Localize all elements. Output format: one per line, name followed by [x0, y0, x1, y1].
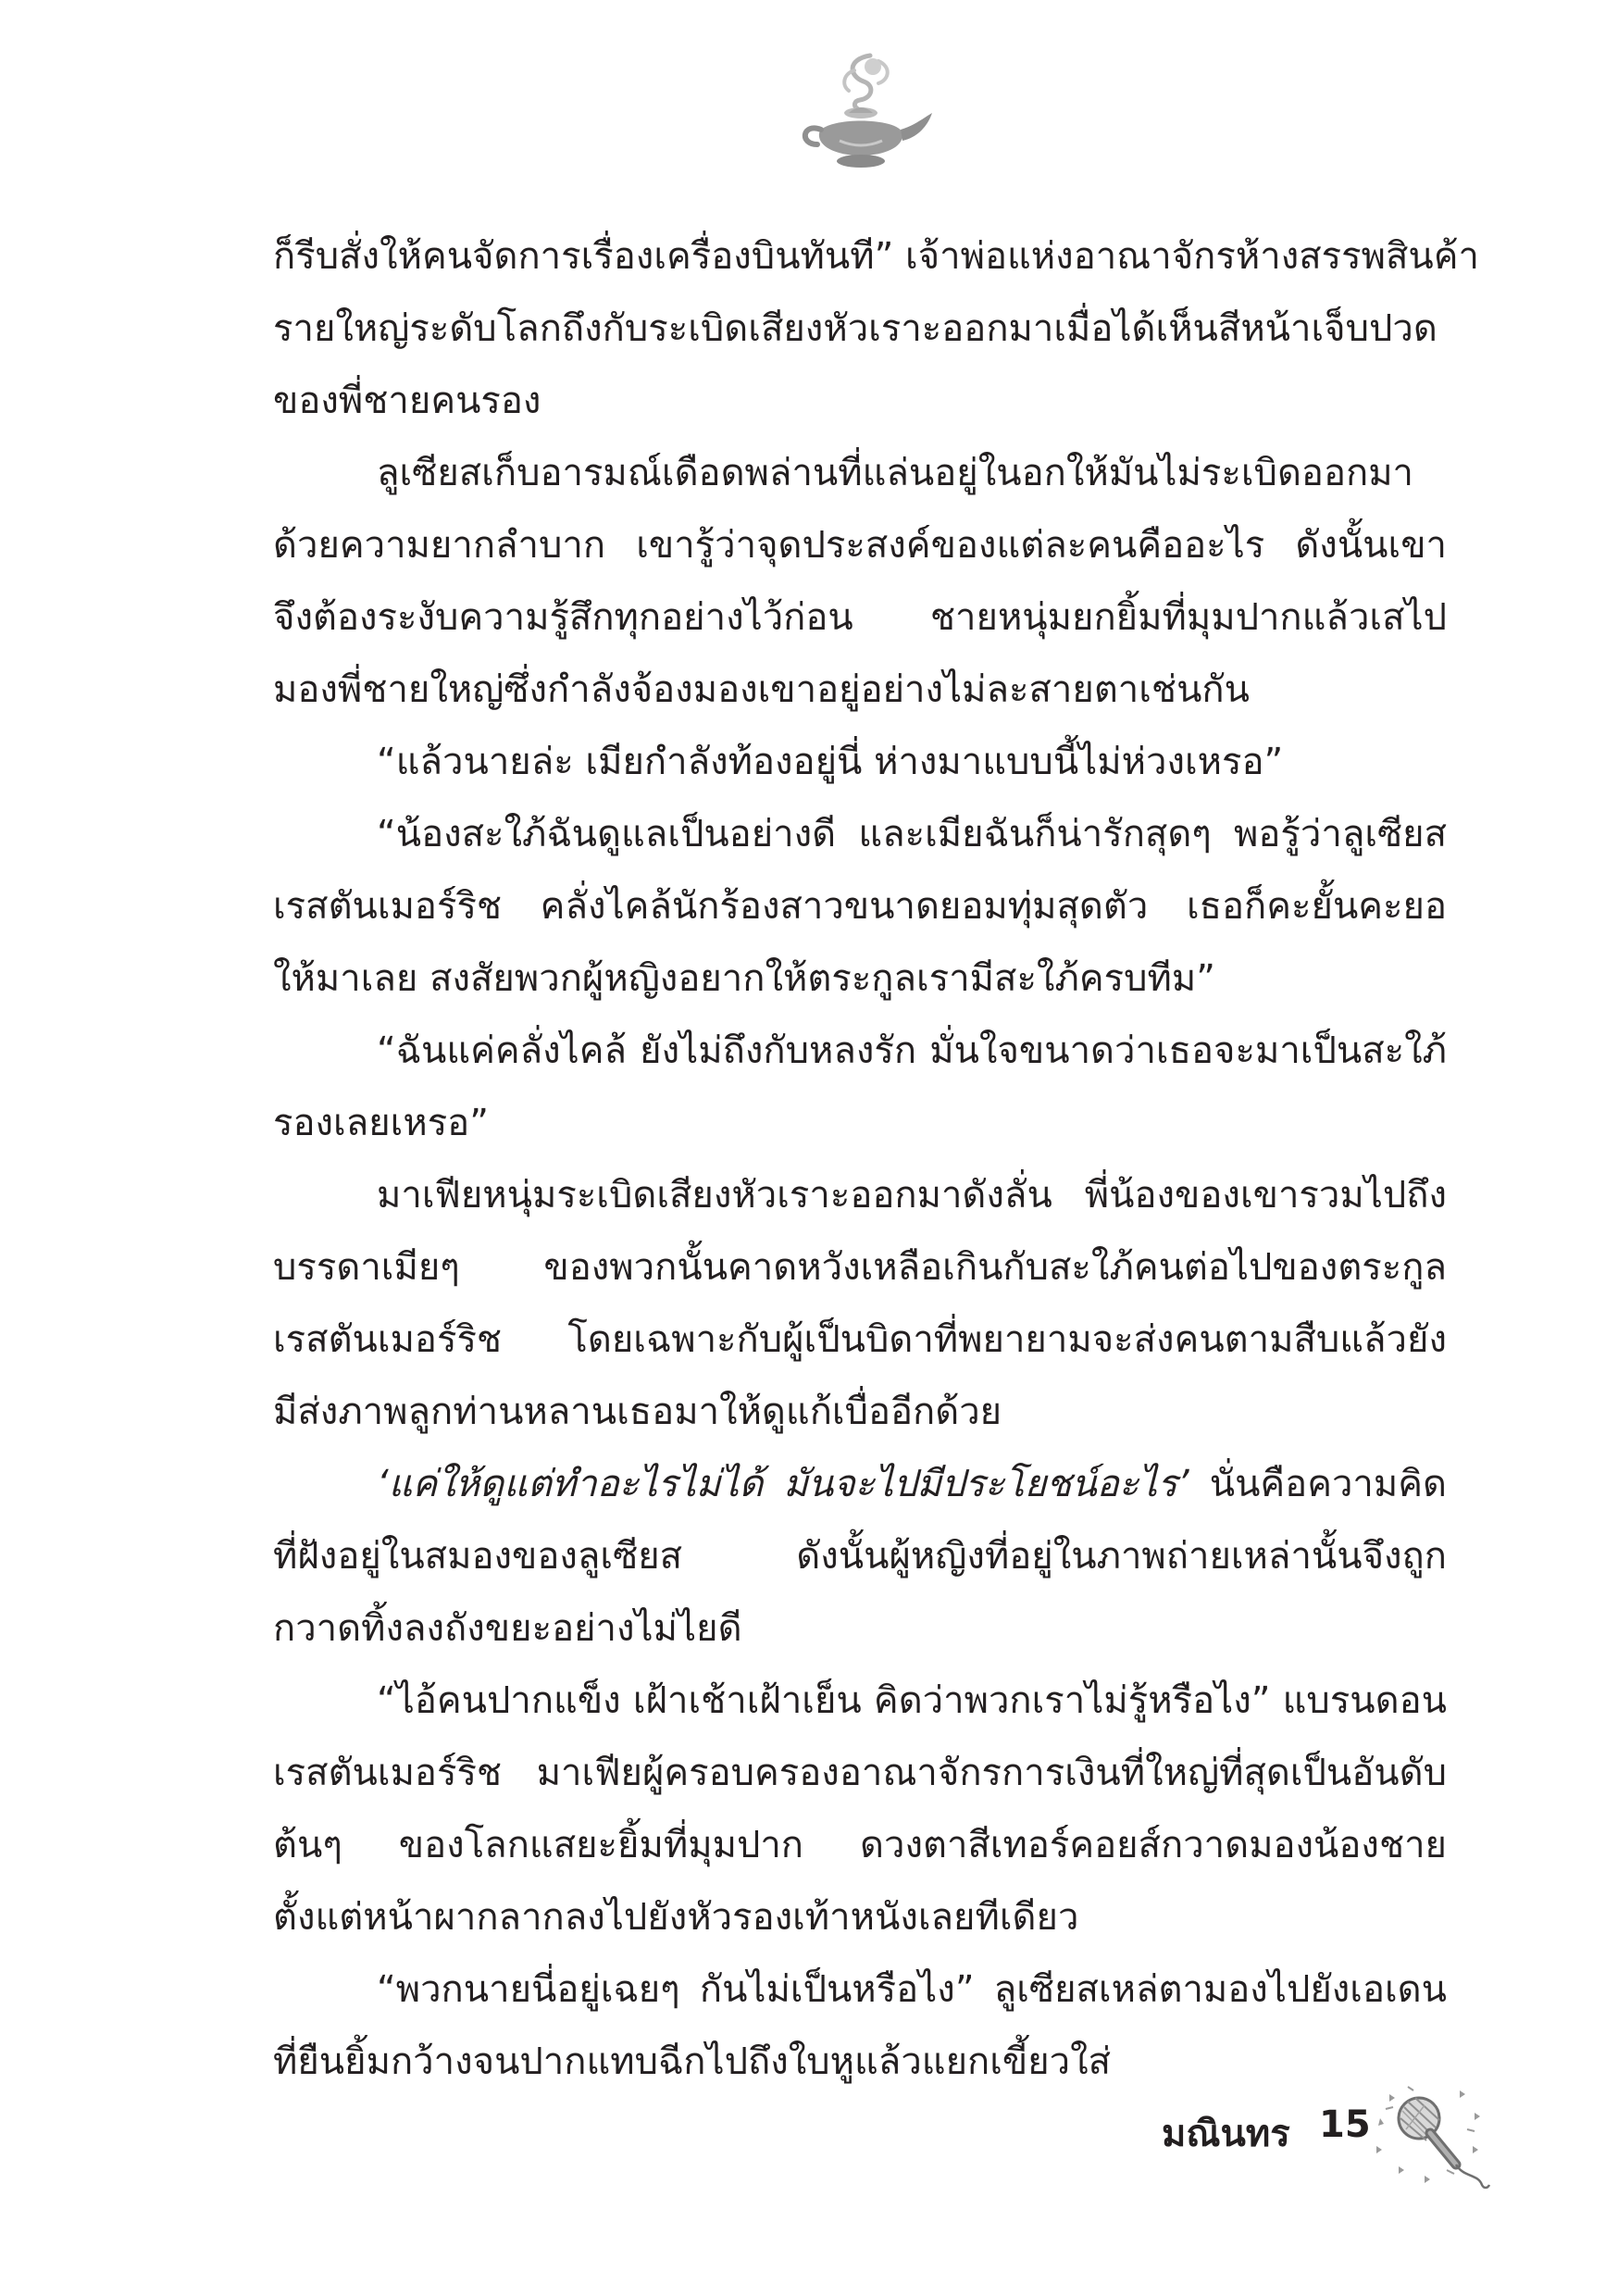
- text-line: เรสตันเมอร์ริช โดยเฉพาะกับผู้เป็นบิดาที่พยายามจะส่งคนตามสืบแล้วยัง: [273, 1318, 1447, 1361]
- text-line: “ไอ้คนปากแข็ง เฝ้าเช้าเฝ้าเย็น คิดว่าพวกเราไม่รู้หรือไง” แบรนดอน: [377, 1679, 1447, 1722]
- text-line: มีส่งภาพลูกท่านหลานเธอมาให้ดูแก้เบื่ออีกด้วย: [273, 1391, 1002, 1433]
- text-line: [273, 1448, 1447, 1520]
- body-text: [273, 220, 1479, 2098]
- text-line: ด้วยความยากลำบาก เขารู้ว่าจุดประสงค์ของแต่ละคนคืออะไร ดังนั้นเขา: [273, 524, 1447, 567]
- text-line-rest: นั่นคือความคิด: [1189, 1463, 1447, 1505]
- text-line: “พวกนายนี่อยู่เฉยๆ กันไม่เป็นหรือไง” ลูเซียสเหล่ตามองไปยังเอเดน: [377, 1968, 1447, 2011]
- text-line: ที่ยืนยิ้มกว้างจนปากแทบฉีกไปถึงใบหูแล้วแยกเขี้ยวใส่: [273, 2040, 1112, 2083]
- text-line: รองเลยเหรอ”: [273, 1102, 489, 1144]
- text-line: ต้นๆ ของโลกแสยะยิ้มที่มุมปาก ดวงตาสีเทอร์คอยส์กวาดมองน้องชาย: [273, 1824, 1447, 1866]
- text-line: “น้องสะใภ้ฉันดูแลเป็นอย่างดี และเมียฉันก็น่ารักสุดๆ พอรู้ว่าลูเซียส: [377, 813, 1447, 855]
- text-line: ของพี่ชายคนรอง: [273, 380, 541, 422]
- text-line: มองพี่ชายใหญ่ซึ่งกำลังจ้องมองเขาอยู่อย่างไม่ละสายตาเช่นกัน: [273, 668, 1250, 711]
- text-line: “แล้วนายล่ะ เมียกำลังท้องอยู่นี่ ห่างมาแบบนี้ไม่ห่วงเหรอ”: [377, 741, 1284, 783]
- text-line: จึงต้องระงับความรู้สึกทุกอย่างไว้ก่อน ชายหนุ่มยกยิ้มที่มุมปากแล้วเสไป: [273, 596, 1447, 639]
- page-footer: [1097, 2081, 1449, 2192]
- text-line: ลูเซียสเก็บอารมณ์เดือดพล่านที่แล่นอยู่ในอกให้มันไม่ระเบิดออกมา: [377, 452, 1414, 494]
- text-line: บรรดาเมียๆ ของพวกนั้นคาดหวังเหลือเกินกับสะใภ้คนต่อไปของตระกูล: [273, 1246, 1447, 1289]
- text-line: เรสตันเมอร์ริช มาเฟียผู้ครอบครองอาณาจักรการเงินที่ใหญ่ที่สุดเป็นอันดับ: [273, 1752, 1447, 1794]
- page-number: 15: [1319, 2103, 1371, 2146]
- text-line: “ฉันแค่คลั่งไคล้ ยังไม่ถึงกับหลงรัก มั่นใจขนาดว่าเธอจะมาเป็นสะใภ้: [377, 1029, 1447, 1072]
- text-line: รายใหญ่ระดับโลกถึงกับระเบิดเสียงหัวเราะออกมาเมื่อได้เห็นสีหน้าเจ็บปวด: [273, 307, 1438, 350]
- text-line: ที่ฝังอยู่ในสมองของลูเซียส ดังนั้นผู้หญิงที่อยู่ในภาพถ่ายเหล่านั้นจึงถูก: [273, 1535, 1447, 1578]
- text-line: ตั้งแต่หน้าผากลากลงไปยังหัวรองเท้าหนังเลยทีเดียว: [273, 1896, 1079, 1939]
- text-line: ให้มาเลย สงสัยพวกผู้หญิงอยากให้ตระกูลเรามีสะใภ้ครบทีม”: [273, 957, 1215, 1000]
- text-line: ก็รีบสั่งให้คนจัดการเรื่องเครื่องบินทันที” เจ้าพ่อแห่งอาณาจักรห้างสรรพสินค้า: [273, 235, 1479, 278]
- italic-thought: ‘แค่ให้ดูแต่ทำอะไรไม่ได้ มันจะไปมีประโยชน์อะไร’: [377, 1463, 1189, 1505]
- genie-lamp-icon: [782, 48, 940, 178]
- text-line: กวาดทิ้งลงถังขยะอย่างไม่ไยดี: [273, 1607, 742, 1650]
- text-line: เรสตันเมอร์ริช คลั่งไคล้นักร้องสาวขนาดยอมทุ่มสุดตัว เธอก็คะยั้นคะยอ: [273, 885, 1447, 928]
- text-line: มาเฟียหนุ่มระเบิดเสียงหัวเราะออกมาดังลั่น พี่น้องของเขารวมไปถึง: [377, 1174, 1447, 1217]
- footer-author: มณินทร: [1162, 2113, 1290, 2155]
- microphone-icon: [1371, 2081, 1491, 2192]
